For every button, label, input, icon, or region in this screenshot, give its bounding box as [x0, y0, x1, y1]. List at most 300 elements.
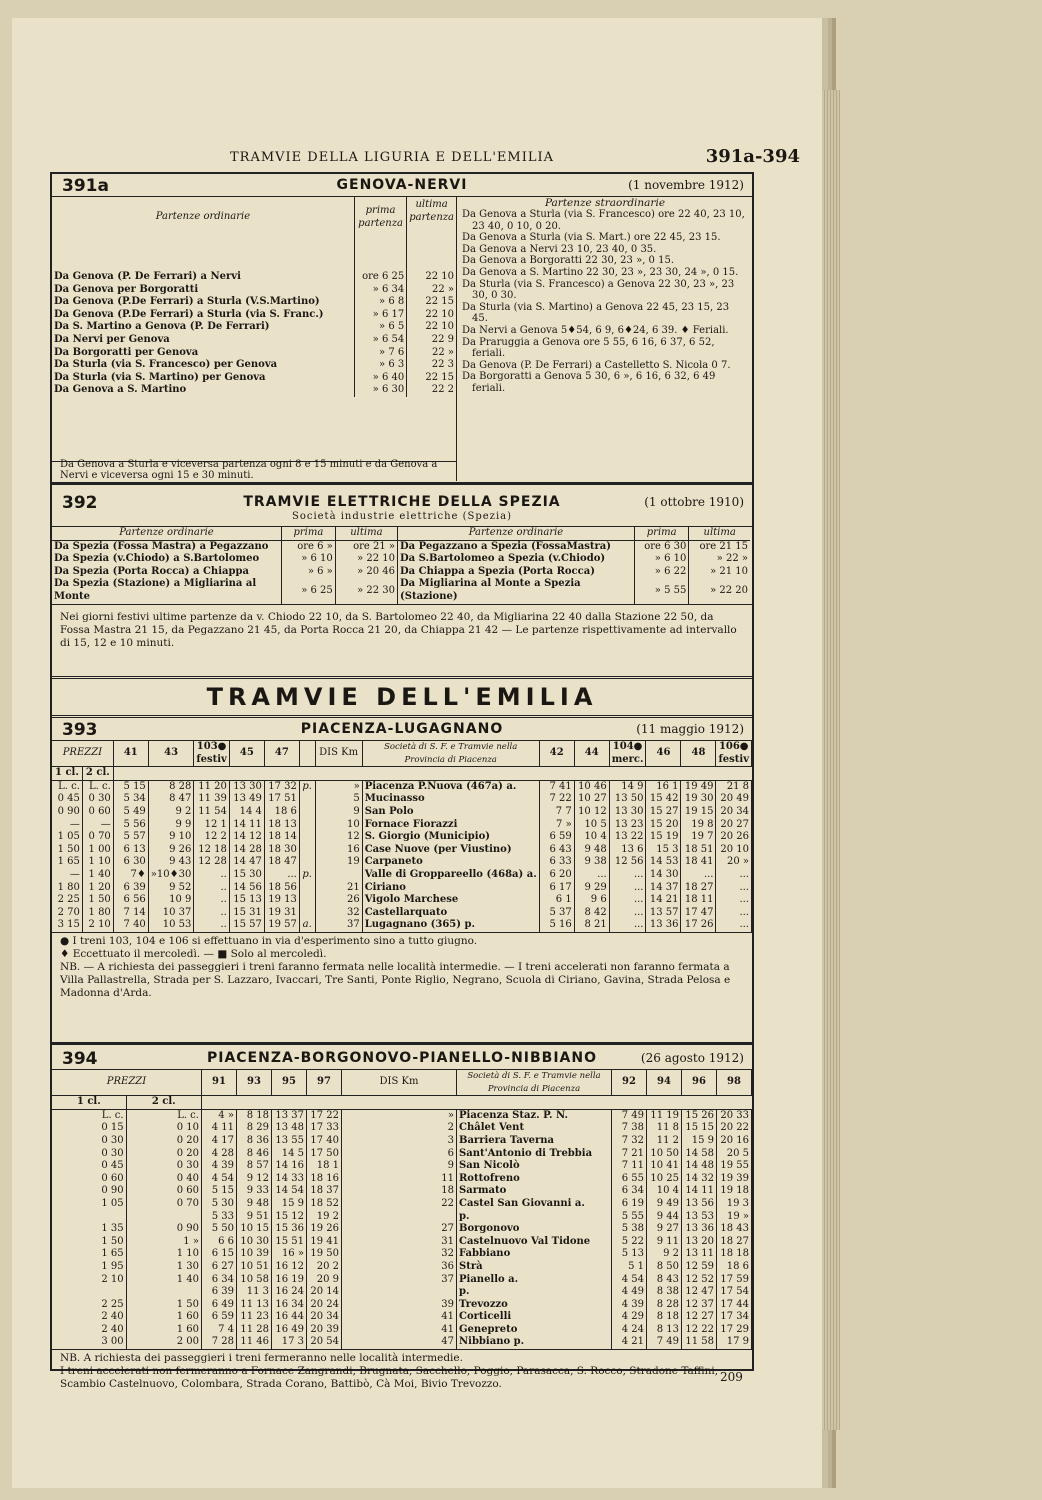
station-name: Pianello a.: [457, 1274, 612, 1287]
up-time: 9 11: [647, 1236, 682, 1249]
up-time: 4 49: [612, 1286, 647, 1299]
price-first-class: 0 45: [52, 1160, 126, 1173]
train-number-header: 42: [539, 741, 574, 767]
down-time: 4 39: [201, 1160, 236, 1173]
up-time: 9 27: [647, 1223, 682, 1236]
ordinary-note: Da Genova a Sturla e viceversa partenza ogni 8 e 15 minuti e da Genova a Nervi e viceversa ogni 15 e 30 minuti.: [60, 459, 438, 481]
up-time: 8 38: [647, 1286, 682, 1299]
station-name: Ciriano: [362, 882, 539, 895]
up-time: 8 13: [647, 1324, 682, 1337]
last-departure: 22 »: [431, 283, 454, 295]
spezia-table-left: [52, 527, 398, 604]
price-second-class: 1 10: [82, 856, 113, 869]
up-time: 11 19: [647, 1109, 682, 1122]
down-time: 6 39: [113, 882, 148, 895]
station-name: Castelnuovo Val Tidone: [457, 1236, 612, 1249]
up-time: 4 21: [612, 1336, 647, 1349]
arr-dep-mark: [299, 844, 315, 857]
distance-km: 18: [341, 1185, 456, 1198]
up-time: 5 38: [612, 1223, 647, 1236]
down-time: 12 18: [194, 844, 230, 857]
price-second-class: L. c.: [82, 780, 113, 793]
col-header-route: Partenze ordinarie: [398, 527, 635, 540]
col-header-prices: PREZZI: [52, 1070, 201, 1096]
up-time: 5 22: [612, 1236, 647, 1249]
up-time: 20 27: [716, 819, 752, 832]
price-first-class: 2 70: [52, 907, 82, 920]
down-time: ..: [194, 882, 230, 895]
down-time: 19 13: [264, 894, 299, 907]
down-time: 18 47: [264, 856, 299, 869]
up-time: 7 22: [539, 793, 574, 806]
col-header-prices: PREZZI: [52, 741, 113, 767]
route-name: Da S.Bartolomeo a Spezia (v.Chiodo): [398, 553, 635, 566]
down-time: 14 56: [229, 882, 264, 895]
down-time: 17 40: [306, 1135, 341, 1148]
last-departure: 22 »: [431, 346, 454, 358]
distance-km: 32: [341, 1248, 456, 1261]
up-time: 13 56: [682, 1198, 717, 1211]
section-number: 394: [62, 1049, 98, 1069]
route-row: [52, 553, 398, 566]
first-departure: » 6 10: [635, 553, 689, 566]
last-departure: » 22 20: [710, 584, 748, 596]
up-time: 17 9: [717, 1336, 752, 1349]
down-time: 13 48: [271, 1122, 306, 1135]
down-time: ..: [194, 894, 230, 907]
down-time: 6 49: [201, 1299, 236, 1312]
train-number-header: 93: [236, 1070, 271, 1096]
up-time: 5 13: [612, 1248, 647, 1261]
route-name: Da Pegazzano a Spezia (FossaMastra): [398, 540, 635, 553]
station-row: [52, 1148, 752, 1161]
route-row: [52, 271, 456, 284]
last-departure: » 22 10: [357, 553, 395, 565]
station-name: Castellarquato: [362, 907, 539, 920]
last-departure: 22 15: [425, 371, 454, 383]
price-second-class: 0 90: [126, 1223, 201, 1236]
down-time: 20 9: [306, 1274, 341, 1287]
up-time: 20 »: [716, 856, 752, 869]
station-name: Lugagnano (365) p.: [362, 919, 539, 932]
down-time: 14 12: [229, 831, 264, 844]
company-name: Società di S. F. e Tramvie nella Provincia di Piacenza: [457, 1070, 612, 1096]
up-time: 7 11: [612, 1160, 647, 1173]
extra-departure-item: Da Nervi a Genova 5♦54, 6 9, 6♦24, 6 39. ♦ Feriali.: [462, 324, 729, 336]
up-time: 15 15: [682, 1122, 717, 1135]
price-first-class: 2 40: [52, 1311, 126, 1324]
distance-km: 16: [315, 844, 362, 857]
up-time: 19 18: [717, 1185, 752, 1198]
route-name: Da Borgoratti per Genova: [52, 347, 354, 360]
up-time: 18 41: [681, 856, 716, 869]
down-time: 16 12: [271, 1261, 306, 1274]
up-time: 19 30: [681, 793, 716, 806]
down-time: 11 46: [236, 1336, 271, 1349]
distance-km: 5: [315, 793, 362, 806]
price-first-class: 1 50: [52, 1236, 126, 1249]
extra-departure-item: Da Genova a Sturla (via S. Francesco) ore 22 40, 23 10, 23 40, 0 10, 0 20.: [462, 209, 745, 232]
up-time: 14 32: [682, 1173, 717, 1186]
down-time: 18 37: [306, 1185, 341, 1198]
up-time: ...: [574, 869, 609, 882]
down-time: 14 54: [271, 1185, 306, 1198]
station-name: Carpaneto: [362, 856, 539, 869]
route-name: Da Sturla (via S. Francesco) per Genova: [52, 359, 354, 372]
up-time: ...: [716, 882, 752, 895]
down-time: 10 15: [236, 1223, 271, 1236]
train-number-header: 92: [612, 1070, 647, 1096]
up-time: 13 36: [682, 1223, 717, 1236]
up-time: 6 43: [539, 844, 574, 857]
up-time: ...: [716, 869, 752, 882]
price-first-class: 1 50: [52, 844, 82, 857]
down-time: 9 12: [236, 1173, 271, 1186]
distance-km: 10: [315, 819, 362, 832]
up-time: ...: [716, 919, 752, 932]
route-row: [52, 540, 398, 553]
station-name: p.: [457, 1211, 612, 1224]
footnote: ● I treni 103, 104 e 106 si effettuano in via d'esperimento sino a tutto giugno.: [60, 934, 478, 947]
first-class-header: 1 cl.: [52, 767, 82, 781]
price-first-class: 2 25: [52, 894, 82, 907]
section-392: [52, 482, 752, 650]
route-name: Da Genova per Borgoratti: [52, 284, 354, 297]
route-row: [52, 578, 398, 603]
up-time: 13 22: [609, 831, 646, 844]
col-header-distance: DIS Km: [341, 1070, 456, 1096]
up-time: 14 58: [682, 1148, 717, 1161]
down-time: 11 54: [194, 806, 230, 819]
price-second-class: 1 20: [82, 882, 113, 895]
down-time: 18 1: [306, 1160, 341, 1173]
down-time: 5 50: [201, 1223, 236, 1236]
station-row: [52, 1223, 752, 1236]
arr-dep-mark: [299, 894, 315, 907]
station-name: Strà: [457, 1261, 612, 1274]
station-name: Rottofreno: [457, 1173, 612, 1186]
up-time: 14 48: [682, 1160, 717, 1173]
header-row: [52, 741, 752, 767]
up-time: 19 15: [681, 806, 716, 819]
first-departure: » 6 25: [282, 578, 336, 603]
up-time: 7 49: [612, 1109, 647, 1122]
route-row: [398, 540, 750, 553]
up-time: 9 48: [574, 844, 609, 857]
extra-departure-item: Da Borgoratti a Genova 5 30, 6 », 6 16, 6 32, 6 49 feriali.: [462, 371, 716, 394]
up-time: 19 7: [681, 831, 716, 844]
train-number-header: 46: [646, 741, 681, 767]
section-393: [52, 718, 752, 1000]
second-class-header: 2 cl.: [126, 1096, 201, 1110]
down-time: 8 46: [236, 1148, 271, 1161]
last-departure: 22 15: [425, 296, 454, 308]
route-name: Da S. Martino a Genova (P. De Ferrari): [52, 321, 354, 334]
station-name: Borgonovo: [457, 1223, 612, 1236]
up-time: 17 44: [717, 1299, 752, 1312]
down-time: 9 51: [236, 1211, 271, 1224]
route-row: [52, 309, 456, 322]
col-header-route: Partenze ordinarie: [52, 527, 282, 540]
distance-km: 47: [341, 1336, 456, 1349]
first-departure: » 7 6: [354, 347, 406, 360]
page-edges: [822, 90, 840, 1430]
arr-dep-mark: [299, 856, 315, 869]
section-date: (26 agosto 1912): [640, 1051, 744, 1065]
up-time: 18 51: [681, 844, 716, 857]
down-time: 9 9: [148, 819, 194, 832]
up-time: 9 49: [647, 1198, 682, 1211]
up-time: 20 16: [717, 1135, 752, 1148]
down-time: »10♦30: [148, 869, 194, 882]
up-time: 17 54: [717, 1286, 752, 1299]
station-name: Châlet Vent: [457, 1122, 612, 1135]
price-first-class: L. c.: [52, 780, 82, 793]
up-time: ...: [716, 894, 752, 907]
up-time: 20 26: [716, 831, 752, 844]
page-number: 209: [720, 1370, 743, 1384]
up-time: 19 49: [681, 780, 716, 793]
down-time: 10 30: [236, 1236, 271, 1249]
down-time: 7♦: [113, 869, 148, 882]
station-name: Vigolo Marchese: [362, 894, 539, 907]
extra-departure-item: Da Genova a S. Martino 22 30, 23 », 23 30, 24 », 0 15.: [462, 266, 739, 278]
down-time: 18 6: [264, 806, 299, 819]
route-name: Da Genova (P. De Ferrari) a Nervi: [52, 271, 354, 284]
up-time: 7 49: [647, 1336, 682, 1349]
last-departure: » 21 10: [710, 565, 748, 577]
col-header-first: prima: [282, 527, 336, 540]
down-time: 9 10: [148, 831, 194, 844]
up-time: 5 1: [612, 1261, 647, 1274]
up-time: 14 37: [646, 882, 681, 895]
distance-km: 37: [315, 919, 362, 932]
up-time: 7 38: [612, 1122, 647, 1135]
ordinary-table: [52, 197, 456, 397]
arr-dep-mark: [299, 819, 315, 832]
up-time: 13 30: [609, 806, 646, 819]
route-name: Da Spezia (Porta Rocca) a Chiappa: [52, 566, 282, 579]
station-name: Valle di Groppareello (468a) a.: [362, 869, 539, 882]
up-time: ...: [609, 894, 646, 907]
down-time: 13 30: [229, 780, 264, 793]
down-time: 9 26: [148, 844, 194, 857]
extra-departure-item: Da Praruggia a Genova ore 5 55, 6 16, 6 37, 6 52, feriali.: [462, 336, 715, 360]
distance-km: 9: [341, 1160, 456, 1173]
up-time: 17 34: [717, 1311, 752, 1324]
down-time: 5 15: [113, 780, 148, 793]
down-time: 6 34: [201, 1274, 236, 1287]
emilia-heading: [52, 676, 752, 718]
down-time: 8 18: [236, 1109, 271, 1122]
down-time: 4 54: [201, 1173, 236, 1186]
class-row: [52, 767, 752, 781]
first-departure: » 6 34: [354, 284, 406, 297]
first-departure: » 6 22: [635, 566, 689, 579]
up-time: 13 23: [609, 819, 646, 832]
header-row: [52, 1070, 752, 1096]
down-time: 14 47: [229, 856, 264, 869]
up-time: 12 47: [682, 1286, 717, 1299]
extra-departure-item: Da Genova a Nervi 23 10, 23 40, 0 35.: [462, 243, 657, 255]
down-time: 19 31: [264, 907, 299, 920]
up-time: 8 50: [647, 1261, 682, 1274]
up-time: 9 6: [574, 894, 609, 907]
up-time: 11 2: [647, 1135, 682, 1148]
up-time: 8 43: [647, 1274, 682, 1287]
down-time: 10 9: [148, 894, 194, 907]
down-time: 10 39: [236, 1248, 271, 1261]
up-time: 13 53: [682, 1211, 717, 1224]
price-second-class: 2 00: [126, 1336, 201, 1349]
up-time: 14 53: [646, 856, 681, 869]
down-time: 15 57: [229, 919, 264, 932]
up-time: 11 8: [647, 1122, 682, 1135]
price-first-class: 3 00: [52, 1336, 126, 1349]
up-time: 13 11: [682, 1248, 717, 1261]
station-row: [52, 793, 752, 806]
distance-km: 32: [315, 907, 362, 920]
down-time: 11 39: [194, 793, 230, 806]
train-number-header: 97: [306, 1070, 341, 1096]
price-second-class: 1 00: [82, 844, 113, 857]
up-time: 14 30: [646, 869, 681, 882]
down-time: 13 49: [229, 793, 264, 806]
up-time: 10 4: [574, 831, 609, 844]
first-departure: » 6 17: [354, 309, 406, 322]
up-time: ...: [681, 869, 716, 882]
section-394: [52, 1042, 752, 1391]
down-time: 17 50: [306, 1148, 341, 1161]
price-first-class: L. c.: [52, 1109, 126, 1122]
station-name: S. Giorgio (Municipio): [362, 831, 539, 844]
price-second-class: [126, 1286, 201, 1299]
down-time: ...: [264, 869, 299, 882]
section-date: (11 maggio 1912): [636, 722, 744, 736]
train-number-header: 91: [201, 1070, 236, 1096]
down-time: 15 13: [229, 894, 264, 907]
first-departure: ore 6 30: [635, 540, 689, 553]
down-time: 5 56: [113, 819, 148, 832]
down-time: 8 28: [148, 780, 194, 793]
last-departure: 22 2: [431, 384, 454, 396]
station-name: San Polo: [362, 806, 539, 819]
route-row: [398, 566, 750, 579]
price-second-class: [126, 1211, 201, 1224]
down-time: 6 6: [201, 1236, 236, 1249]
down-time: 6 39: [201, 1286, 236, 1299]
distance-km: 27: [341, 1223, 456, 1236]
price-first-class: —: [52, 869, 82, 882]
down-time: 15 9: [271, 1198, 306, 1211]
down-time: 6 30: [113, 856, 148, 869]
col-header-last: ultima: [703, 527, 736, 538]
station-name: Fabbiano: [457, 1248, 612, 1261]
train-number-header: 98: [717, 1070, 752, 1096]
route-name: Da Genova a S. Martino: [52, 384, 354, 397]
down-time: 15 51: [271, 1236, 306, 1249]
route-row: [398, 578, 750, 603]
company-name: Società industrie elettriche (Spezia): [291, 511, 513, 522]
up-time: 15 42: [646, 793, 681, 806]
col-header-distance: DIS Km: [315, 741, 362, 767]
up-time: 8 28: [647, 1299, 682, 1312]
train-number-header: 43: [148, 741, 194, 767]
first-departure: » 6 3: [354, 359, 406, 372]
up-time: 21 8: [716, 780, 752, 793]
station-row: [52, 1198, 752, 1211]
station-name: Corticelli: [457, 1311, 612, 1324]
route-name: Da Genova (P.De Ferrari) a Sturla (V.S.Martino): [52, 296, 354, 309]
station-row: [52, 1160, 752, 1173]
col-header-last: ultima partenza: [409, 199, 454, 223]
distance-km: 21: [315, 882, 362, 895]
up-time: 15 27: [646, 806, 681, 819]
up-time: 10 41: [647, 1160, 682, 1173]
down-time: 7 28: [201, 1336, 236, 1349]
price-first-class: 2 40: [52, 1324, 126, 1337]
station-row: [52, 1122, 752, 1135]
up-time: ...: [609, 882, 646, 895]
up-time: 12 22: [682, 1324, 717, 1337]
down-time: 6 59: [201, 1311, 236, 1324]
up-time: 17 59: [717, 1274, 752, 1287]
station-row: [52, 1211, 752, 1224]
station-row: [52, 1311, 752, 1324]
price-second-class: 0 10: [126, 1122, 201, 1135]
distance-km: 2: [341, 1122, 456, 1135]
up-time: 12 56: [609, 856, 646, 869]
extra-departure-item: Da Sturla (via S. Martino) a Genova 22 45, 23 15, 23 45.: [462, 301, 730, 325]
footnote: NB. A richiesta dei passeggieri i treni fermeranno nelle località intermedie.: [60, 1352, 463, 1365]
up-time: 4 29: [612, 1311, 647, 1324]
down-time: 5 30: [201, 1198, 236, 1211]
up-time: 10 46: [574, 780, 609, 793]
station-row: [52, 1261, 752, 1274]
station-row: [52, 831, 752, 844]
down-time: 19 41: [306, 1236, 341, 1249]
route-name: Da Sturla (via S. Martino) per Genova: [52, 372, 354, 385]
extra-departures: [462, 197, 748, 395]
price-first-class: 1 65: [52, 1248, 126, 1261]
arr-dep-mark: [299, 907, 315, 920]
station-name: Barriera Taverna: [457, 1135, 612, 1148]
down-time: 20 54: [306, 1336, 341, 1349]
down-time: 6 56: [113, 894, 148, 907]
section-title: PIACENZA-BORGONOVO-PIANELLO-NIBBIANO: [206, 1050, 598, 1066]
down-time: 5 57: [113, 831, 148, 844]
price-second-class: 1 40: [82, 869, 113, 882]
up-time: 15 9: [682, 1135, 717, 1148]
up-time: 19 8: [681, 819, 716, 832]
down-time: 12 28: [194, 856, 230, 869]
section-date: (1 novembre 1912): [628, 178, 744, 192]
up-time: 6 59: [539, 831, 574, 844]
up-time: 6 19: [612, 1198, 647, 1211]
price-second-class: 1 60: [126, 1324, 201, 1337]
down-time: 7 40: [113, 919, 148, 932]
up-time: 20 22: [717, 1122, 752, 1135]
up-time: 20 5: [717, 1148, 752, 1161]
up-time: ...: [609, 919, 646, 932]
timetable-394: [52, 1070, 752, 1349]
up-time: 13 36: [646, 919, 681, 932]
route-name: Da Genova (P.De Ferrari) a Sturla (via S. Franc.): [52, 309, 354, 322]
extra-header: Partenze straordinarie: [544, 197, 666, 209]
down-time: 10 53: [148, 919, 194, 932]
price-second-class: 0 20: [126, 1135, 201, 1148]
station-row: [52, 1135, 752, 1148]
